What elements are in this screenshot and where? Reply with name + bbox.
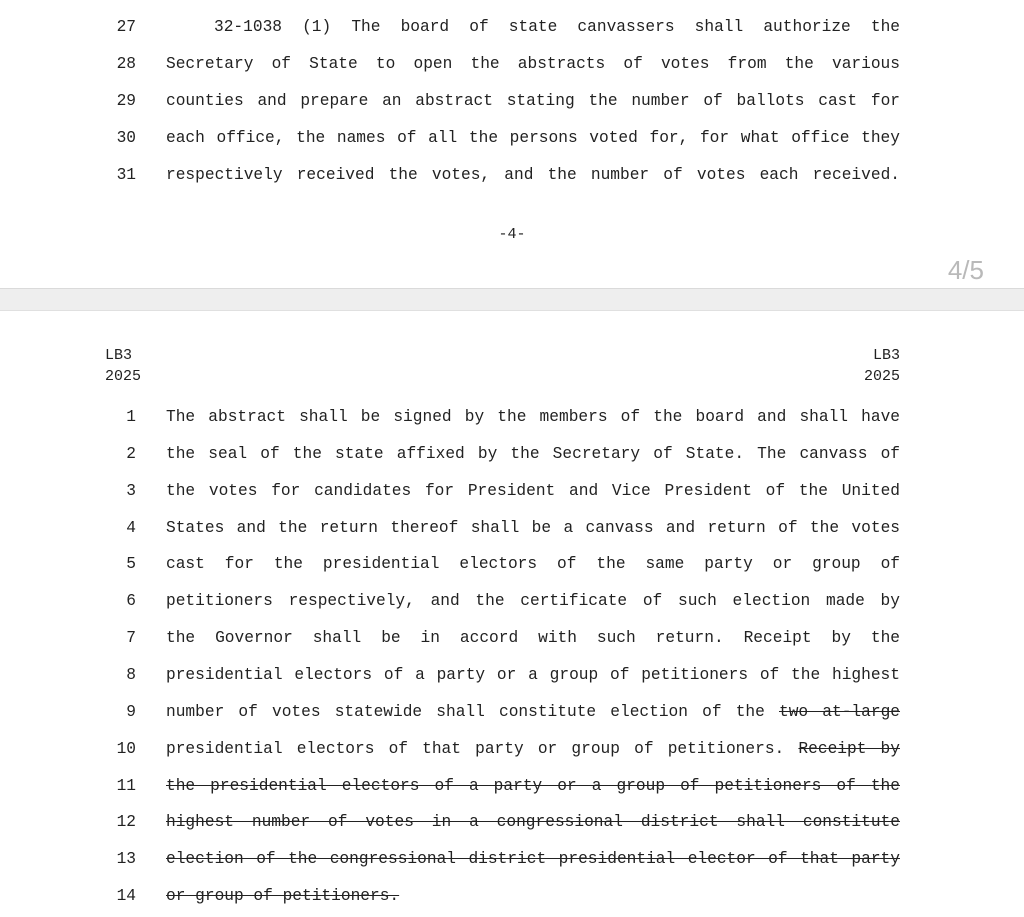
document-line: [0, 406, 1024, 428]
document-line: [0, 553, 1024, 575]
struck-text: highest number of votes in a congressional district shall constitute: [166, 813, 900, 832]
text-segment: the seal of the state affixed by the Secretary of State. The canvass of: [166, 444, 900, 463]
struck-text: Receipt by: [798, 739, 900, 758]
document-line: [0, 517, 1024, 539]
line-text: [166, 701, 900, 723]
text-segment: each office, the names of all the persons voted for, for what office they: [166, 129, 900, 147]
line-text: [214, 16, 900, 38]
page-indicator: 4/5: [947, 255, 984, 285]
text-segment: number of votes statewide shall constitute election of the: [166, 702, 765, 721]
document-line: [0, 848, 1024, 870]
line-text: [166, 811, 900, 833]
text-segment: 32-1038 (1) The board of state canvassers shall authorize the: [214, 18, 900, 36]
line-number: 28: [116, 55, 136, 73]
line-text: [166, 885, 900, 907]
document-page-4: [0, 0, 1024, 288]
line-number: 12: [116, 813, 136, 832]
page-footer-number: -4-: [498, 226, 526, 243]
header-right-bill: LB3: [872, 347, 900, 364]
line-text: [166, 90, 900, 112]
line-text: [166, 517, 900, 539]
text-segment: presidential electors of a party or a group of petitioners of the highest: [166, 665, 900, 684]
text-segment: respectively received the votes, and the number of votes each received.: [166, 166, 900, 184]
line-number: 6: [126, 592, 136, 611]
document-line: [0, 590, 1024, 612]
header-left-bill: LB3: [105, 347, 133, 364]
struck-text: election of the congressional district presidential elector of that party: [166, 850, 900, 869]
document-line: [0, 164, 1024, 186]
line-text: [166, 164, 900, 186]
document-line: [0, 701, 1024, 723]
page-separator: [0, 288, 1024, 311]
text-segment: petitioners respectively, and the certificate of such election made by: [166, 592, 900, 611]
document-line: [0, 480, 1024, 502]
line-number: 5: [126, 555, 136, 574]
line-number: 8: [126, 665, 136, 684]
line-number: 13: [116, 850, 136, 869]
line-text: [166, 53, 900, 75]
line-text: [166, 590, 900, 612]
text-segment: the Governor shall be in accord with such return. Receipt by the: [166, 629, 900, 648]
line-text: [166, 480, 900, 502]
text-segment: presidential electors of that party or group of petitioners.: [166, 739, 785, 758]
struck-text: or group of petitioners.: [166, 887, 400, 906]
line-number: 27: [116, 18, 136, 36]
line-text: [166, 848, 900, 870]
line-number: 9: [126, 702, 136, 721]
line-number: 3: [126, 481, 136, 500]
text-segment: cast for the presidential electors of the same party or group of: [166, 555, 900, 574]
document-line: [0, 627, 1024, 649]
line-number: 11: [116, 776, 136, 795]
line-text: [166, 553, 900, 575]
line-text: [166, 127, 900, 149]
line-text: [166, 664, 900, 686]
line-number: 14: [116, 887, 136, 906]
text-segment: counties and prepare an abstract stating the number of ballots cast for: [166, 92, 900, 110]
header-right-year: 2025: [863, 368, 900, 385]
line-number: 1: [126, 408, 136, 426]
line-number: 4: [126, 518, 136, 537]
line-text: [166, 627, 900, 649]
document-line: [0, 738, 1024, 760]
text-segment: States and the return thereof shall be a canvass and return of the votes: [166, 518, 900, 537]
header-left: [105, 345, 141, 387]
line-text: [166, 406, 900, 428]
document-line: [0, 811, 1024, 833]
document-line: [0, 775, 1024, 797]
document-page-5: [0, 311, 1024, 917]
document-line: [0, 443, 1024, 465]
document-line: [0, 664, 1024, 686]
header-right: [864, 345, 900, 387]
document-line: [0, 90, 1024, 112]
line-text: [166, 738, 900, 760]
text-segment: the votes for candidates for President and Vice President of the United: [166, 481, 900, 500]
line-number: 29: [116, 92, 136, 110]
document-line: [0, 127, 1024, 149]
struck-text: the presidential electors of a party or a group of petitioners of the: [166, 776, 900, 795]
struck-text: two at-large: [779, 702, 900, 721]
line-text: [166, 775, 900, 797]
document-line: [0, 16, 1024, 38]
text-segment: Secretary of State to open the abstracts of votes from the various: [166, 55, 900, 73]
line-number: 30: [116, 129, 136, 147]
line-number: 2: [126, 444, 136, 463]
text-segment: The abstract shall be signed by the members of the board and shall have: [166, 408, 900, 426]
line-number: 7: [126, 629, 136, 648]
header-left-year: 2025: [105, 368, 142, 385]
document-line: [0, 53, 1024, 75]
line-number: 31: [116, 166, 136, 184]
line-number: 10: [116, 739, 136, 758]
line-text: [166, 443, 900, 465]
document-line: [0, 885, 1024, 907]
